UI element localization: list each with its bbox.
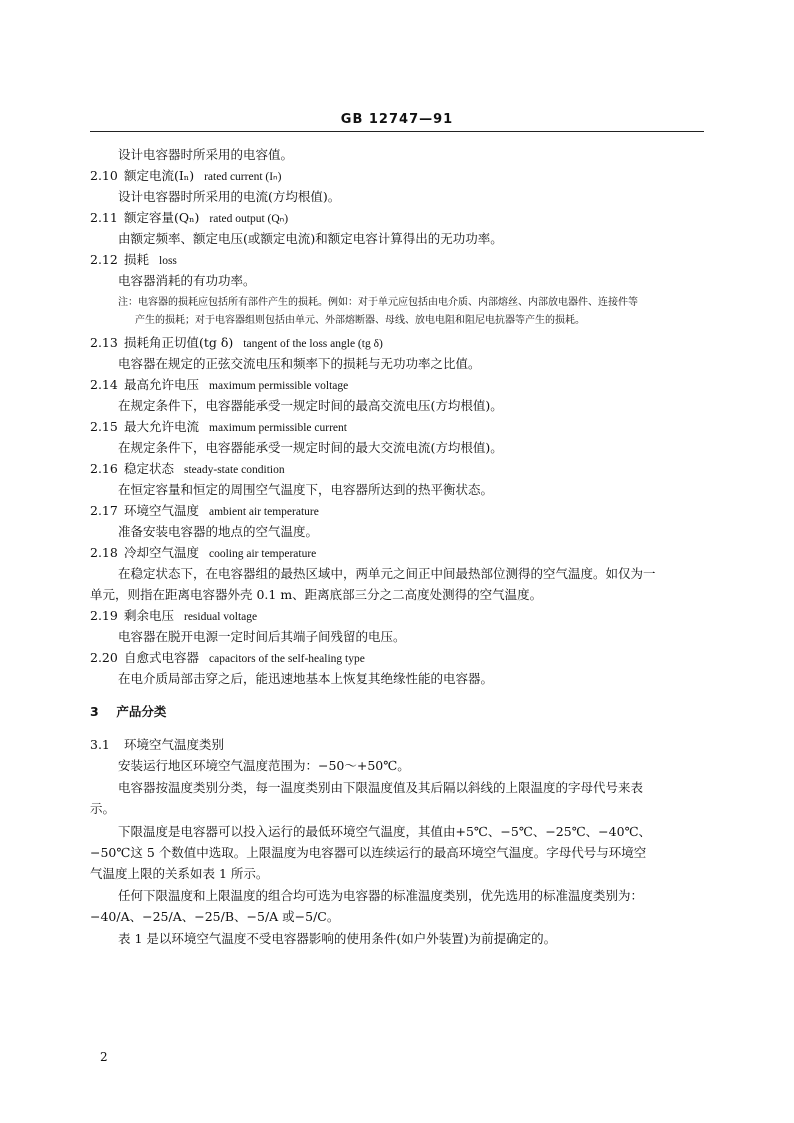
term-2-18: 2.18 冷却空气温度 cooling air temperature	[90, 545, 317, 560]
header-rule	[90, 131, 704, 132]
text-line: 下限温度是电容器可以投入运行的最低环境空气温度，其值由+5℃、−5℃、−25℃、−40℃、	[118, 824, 652, 839]
text-line: 电容器在规定的正弦交流电压和频率下的损耗与无功功率之比值。	[118, 356, 481, 371]
text-line: 安装运行地区环境空气温度范围为：−50～+50℃。	[118, 758, 410, 773]
term-2-14: 2.14 最高允许电压 maximum permissible voltage	[90, 377, 349, 392]
text-line: 电容器消耗的有功功率。	[118, 273, 256, 288]
text-line: 在规定条件下，电容器能承受一规定时间的最大交流电流(方均根值)。	[118, 440, 503, 455]
text-line: 示。	[90, 801, 116, 816]
text-line: 单元，则指在距离电容器外壳 0.1 m、距离底部三分之二高度处测得的空气温度。	[90, 587, 543, 602]
text-line: 电容器在脱开电源一定时间后其端子间残留的电压。	[118, 629, 406, 644]
note-line: 产生的损耗；对于电容器组则包括由单元、外部熔断器、母线、放电电阻和阻尼电抗器等产生的损耗。	[135, 315, 585, 326]
subsection-3-1: 3.1 环境空气温度类别	[90, 737, 224, 752]
text-line: 任何下限温度和上限温度的组合均可选为电容器的标准温度类别，优先选用的标准温度类别为：	[118, 888, 644, 903]
text-line: −40/A、−25/A、−25/B、−5/A 或−5/C。	[90, 909, 340, 924]
term-2-12: 2.12 损耗 loss	[90, 252, 177, 267]
term-2-16: 2.16 稳定状态 steady-state condition	[90, 461, 285, 476]
section-3-heading: 3 产品分类	[90, 704, 167, 719]
text-line: 准备安装电容器的地点的空气温度。	[118, 524, 319, 539]
document-code: GB 12747—91	[340, 112, 454, 127]
text-line: 电容器按温度类别分类，每一温度类别由下限温度值及其后隔以斜线的上限温度的字母代号来表	[118, 780, 644, 795]
text-line: 在稳定状态下，在电容器组的最热区域中，两单元之间正中间最热部位测得的空气温度。如仅为一	[118, 566, 656, 581]
note-line: 注：电容器的损耗应包括所有部件产生的损耗。例如：对于单元应包括由电介质、内部熔丝、内部放电器件、连接件等	[118, 297, 638, 308]
term-2-19: 2.19 剩余电压 residual voltage	[90, 608, 258, 623]
text-line: −50℃这 5 个数值中选取。上限温度为电容器可以连续运行的最高环境空气温度。字母代号与环境空	[90, 845, 647, 860]
text-line: 在电介质局部击穿之后，能迅速地基本上恢复其绝缘性能的电容器。	[118, 671, 494, 686]
text-line: 表 1 是以环境空气温度不受电容器影响的使用条件(如户外装置)为前提确定的。	[118, 931, 557, 946]
text-line: 在规定条件下，电容器能承受一规定时间的最高交流电压(方均根值)。	[118, 398, 503, 413]
term-2-15: 2.15 最大允许电流 maximum permissible current	[90, 419, 347, 434]
text-line: 在恒定容量和恒定的周围空气温度下，电容器所达到的热平衡状态。	[118, 482, 494, 497]
term-2-11: 2.11 额定容量(Qₙ) rated output (Qₙ)	[90, 210, 289, 225]
term-2-10: 2.10 额定电流(Iₙ) rated current (Iₙ)	[90, 168, 282, 183]
term-2-17: 2.17 环境空气温度 ambient air temperature	[90, 503, 319, 518]
page-number: 2	[100, 1050, 108, 1064]
text-line: 气温度上限的关系如表 1 所示。	[90, 866, 269, 881]
text-line: 由额定频率、额定电压(或额定电流)和额定电容计算得出的无功功率。	[118, 231, 503, 246]
text-line: 设计电容器时所采用的电流(方均根值)。	[118, 189, 341, 204]
text-line: 设计电容器时所采用的电容值。	[118, 147, 294, 162]
term-2-13: 2.13 损耗角正切值(tg δ) tangent of the loss angle (tg δ)	[90, 335, 383, 350]
term-2-20: 2.20 自愈式电容器 capacitors of the self-healing type	[90, 650, 365, 665]
